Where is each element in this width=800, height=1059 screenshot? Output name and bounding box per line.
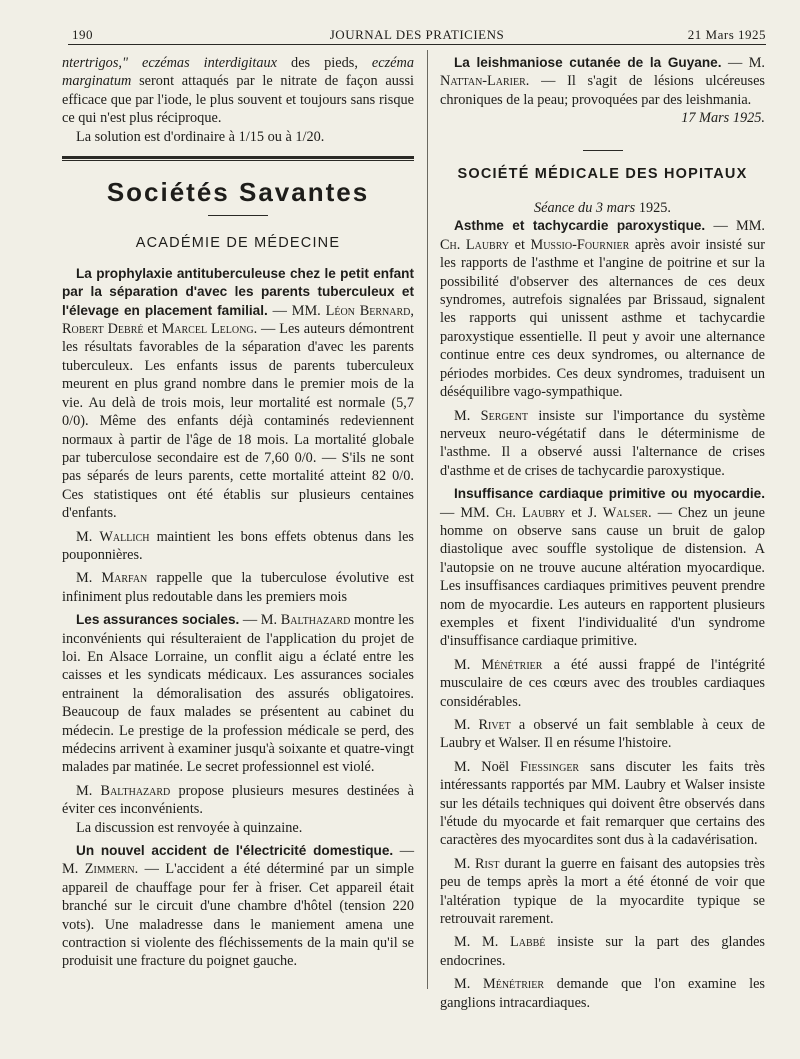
page-number: 190 (72, 27, 93, 42)
comment-rist: M. Rist durant la guerre en faisant des autopsies très peu de temps après la mort a été étonné de voir que l'altération typique de la myocardite typique se retrouvait rarement. (440, 855, 765, 928)
title-rule (208, 215, 268, 216)
solution-line: La solution est d'ordinaire à 1/15 ou à 1/20. (76, 128, 325, 145)
section-rule (62, 156, 414, 161)
comment-sergent: M. Sergent insiste sur l'importance du système nerveux neuro-végétatif dans le déterminisme de l'asthme. Il a observé aussi l'alternance de crises d'asthme et de crises de tachycardie paroxystique. (440, 407, 765, 479)
academy-heading: ACADÉMIE DE MÉDECINE (135, 235, 341, 252)
column-divider (427, 50, 428, 989)
comment-wallich: M. Wallich maintient les bons effets obtenus dans les pouponnières. (62, 528, 414, 563)
section-title: Sociétés Savantes (106, 177, 370, 208)
header-rule (68, 44, 766, 45)
comment-rivet: M. Rivet a observé un fait semblable à ceux de Laubry et Walser. Il en résume l'histoire. (440, 717, 765, 752)
issue-date: 21 Mars 1925 (687, 27, 766, 42)
discussion-note: La discussion est renvoyée à quinzaine. (76, 819, 303, 836)
signed-date: 17 Mars 1925. (681, 110, 765, 127)
article-asthme: Asthme et tachycardie paroxystique. — MM. Ch. Laubry et Mussio-Fournier après avoir insisté sur les rapports de l'asthme et l'angine de poitrine et sur la possibilité d'observer des alternances de ces deux syndromes, autrefois signalées par Brissaud, signalent les rapports qui unissent asthme et tachycardie paroxystique essentielle. Il peut y avoir une alternance continue entre ces deux syndromes, ou alternance de périodes morbides. Ces deux syndromes, traduisent un déséquilibre vago-sympathique. (440, 218, 766, 401)
article-electricite: Un nouvel accident de l'électricité domestique. — M. Zimmern. — L'accident a été déterminé par un simple appareil de chauffage pour fer à friser. Cet appareil était branché sur le circuit d'une chambre d'hôtel (tension 220 vots). Une maladresse dans le maniement amena une contraction si violente des fléchissements de la main qu'il se produisit une fracture du poignet gauche. (62, 843, 415, 970)
section-rule-right (583, 150, 623, 151)
article-insuffisance: Insuffisance cardiaque primitive ou myocardie. — MM. Ch. Laubry et J. Walser. — Chez un jeune homme on observe sans cause un bruit de galop diastolique avec souffle systolique de distension. A l'autopsie on ne trouve aucune altération myocardique. Les insuffisances cardiaques primitives peuvent prendre nom de myocardie. Les auteurs en rapportent plusieurs exemples et fixent l'individualité d'un syndrome d'insuffisance cardiaque primitive. (440, 486, 766, 650)
comment-menetrier: M. Ménétrier a été aussi frappé de l'intégrité musculaire de ces cœurs avec des troubles cardiaques considérables. (440, 656, 765, 710)
journal-title: JOURNAL DES PRATICIENS (329, 27, 505, 42)
article-assurances: Les assurances sociales. — M. Balthazard montre les inconvénients qui résulteraient de l'application du projet de loi. En Alsace Lorraine, un conflit aigu a éclaté entre les caisses et les syndicats médicaux. Les assurances sociales entrainent la démoralisation des assurés obligatoires. Beaucoup de faux malades se présentent au cabinet du médecin. Le prestige de la profession médicale se perd, des médecins arrivent à examiner jusqu'à soixante et quatre-vingt malades par matinée. Le secret professionnel est violé. (62, 612, 415, 776)
article-prophylaxie: La prophylaxie antituberculeuse chez le petit enfant par la séparation d'avec les parents tuberculeux et l'élevage en placement familial. — MM. Léon Bernard, Robert Debré et Marcel Lelong. — Les auteurs démontrent les résultats favorables de la séparation d'avec les parents tuberculeux. Les enfants issus de parents tuberculeux meurent en plus grand nombre dans le premier mois de la vie. Au delà de trois mois, leur mortalité est normale (5,7 0/0). Même des enfants déjà contaminés redeviennent normaux à partir de l'âge de 18 mois. La mortalité globale par tuberculose secondaire est de 7,60 0/0. — S'ils ne sont pas séparés de leurs parents, cette mortalité atteint 82 0/0. Ces statistiques ont été établis sur plusieurs centaines d'enfants. (62, 265, 415, 522)
society-heading: SOCIÉTÉ MÉDICALE DES HOPITAUX (457, 165, 748, 182)
right-column (440, 54, 765, 1012)
comment-marfan: M. Marfan rappelle que la tuberculose évolutive est infiniment plus redoutable dans les premiers mois (62, 570, 414, 605)
intro-paragraph: ntertrigos," eczémas interdigitaux des pieds, eczéma marginatum seront attaqués par le nitrate de façon aussi efficace que par l'iode, le plus souvent et toujours sans risque ce qui n'est plus réciproque. (62, 55, 414, 127)
comment-labbe: M. M. Labbé insiste sur la part des glandes endocrines. (440, 934, 765, 969)
page-header (68, 25, 766, 45)
seance-date: Séance du 3 mars 1925. (533, 200, 671, 217)
article-leishmaniose: La leishmaniose cutanée de la Guyane. — M. Nattan-Larier. — Il s'agit de lésions ulcéreuses chroniques de la peau; provoquées par des leishmania. (440, 55, 765, 108)
comment-balthazard: M. Balthazard propose plusieurs mesures destinées à éviter ces inconvénients. (62, 782, 414, 818)
comment-menetrier-2: M. Ménétrier demande que l'on examine les ganglions intracardiaques. (440, 976, 765, 1011)
left-column (62, 54, 414, 971)
comment-fiessinger: M. Noël Fiessinger sans discuter les faits très intéressants rapportés par MM. Laubry et Walser insiste sur les détails techniques qui doivent être observés dans l'étude du myocarde et fait remarquer que certains des caractères des myocardites sont dus à la cadavérisation. (440, 758, 765, 849)
